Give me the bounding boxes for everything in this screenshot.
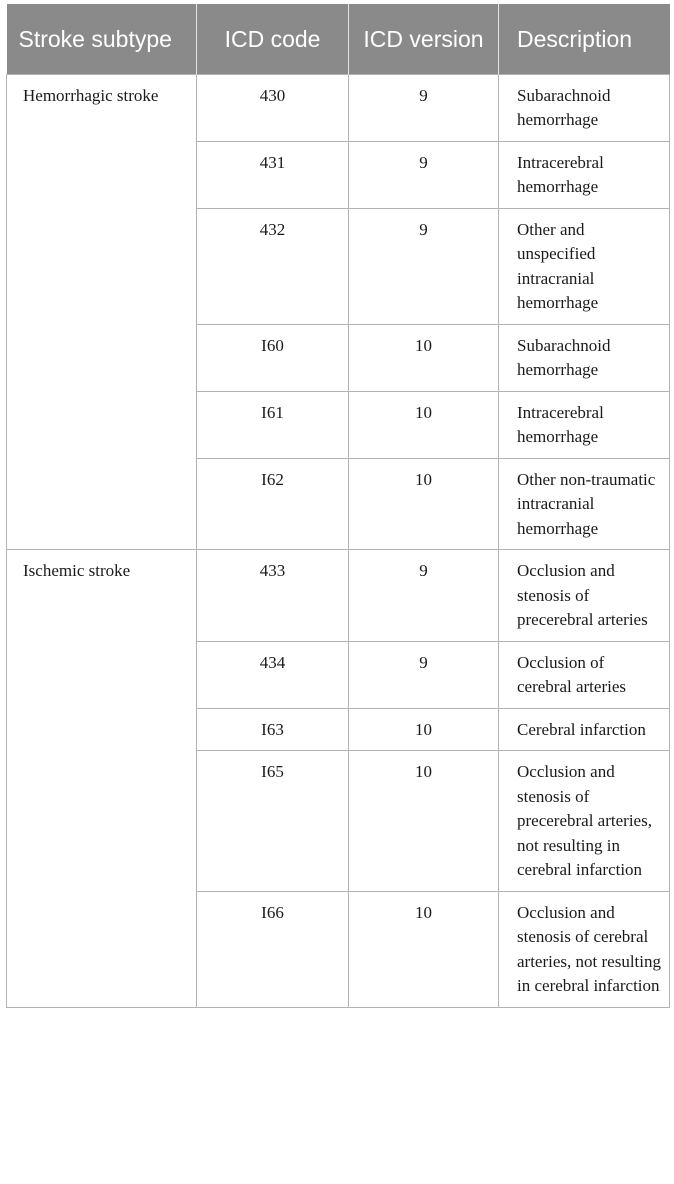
icd-code-cell: 430 <box>197 74 349 141</box>
description-cell: Occlusion and stenosis of precerebral arteries, not resulting in cerebral infarction <box>499 751 670 892</box>
icd-code-table <box>6 4 670 1008</box>
description-cell: Occlusion and stenosis of precerebral arteries <box>499 550 670 642</box>
icd-code-cell: 431 <box>197 141 349 208</box>
icd-code-cell: 434 <box>197 641 349 708</box>
header-description: Description <box>499 4 670 74</box>
description-cell: Cerebral infarction <box>499 708 670 751</box>
icd-code-cell: I65 <box>197 751 349 892</box>
description-cell: Intracerebral hemorrhage <box>499 141 670 208</box>
icd-code-cell: I60 <box>197 324 349 391</box>
stroke-subtype-cell: Ischemic stroke <box>7 550 197 1008</box>
icd-version-cell: 10 <box>349 708 499 751</box>
icd-version-cell: 9 <box>349 550 499 642</box>
description-cell: Other non-traumatic intracranial hemorrhage <box>499 458 670 550</box>
icd-version-cell: 9 <box>349 74 499 141</box>
icd-code-cell: I62 <box>197 458 349 550</box>
table-row <box>7 550 670 642</box>
icd-code-cell: I61 <box>197 391 349 458</box>
stroke-subtype-cell: Hemorrhagic stroke <box>7 74 197 550</box>
icd-version-cell: 9 <box>349 641 499 708</box>
description-cell: Other and unspecified intracranial hemorrhage <box>499 208 670 324</box>
table-header <box>7 4 670 74</box>
description-cell: Occlusion of cerebral arteries <box>499 641 670 708</box>
description-cell: Occlusion and stenosis of cerebral arteries, not resulting in cerebral infarction <box>499 891 670 1007</box>
table-body <box>7 74 670 1007</box>
table-row <box>7 74 670 141</box>
icd-version-cell: 10 <box>349 458 499 550</box>
description-cell: Subarachnoid hemorrhage <box>499 74 670 141</box>
icd-version-cell: 9 <box>349 208 499 324</box>
header-icd-version: ICD version <box>349 4 499 74</box>
icd-version-cell: 10 <box>349 324 499 391</box>
icd-version-cell: 10 <box>349 891 499 1007</box>
icd-version-cell: 10 <box>349 391 499 458</box>
icd-version-cell: 10 <box>349 751 499 892</box>
header-stroke-subtype: Stroke subtype <box>7 4 197 74</box>
header-row <box>7 4 670 74</box>
icd-code-cell: I63 <box>197 708 349 751</box>
icd-code-cell: 433 <box>197 550 349 642</box>
description-cell: Intracerebral hemorrhage <box>499 391 670 458</box>
description-cell: Subarachnoid hemorrhage <box>499 324 670 391</box>
header-icd-code: ICD code <box>197 4 349 74</box>
icd-version-cell: 9 <box>349 141 499 208</box>
icd-code-cell: I66 <box>197 891 349 1007</box>
icd-code-cell: 432 <box>197 208 349 324</box>
